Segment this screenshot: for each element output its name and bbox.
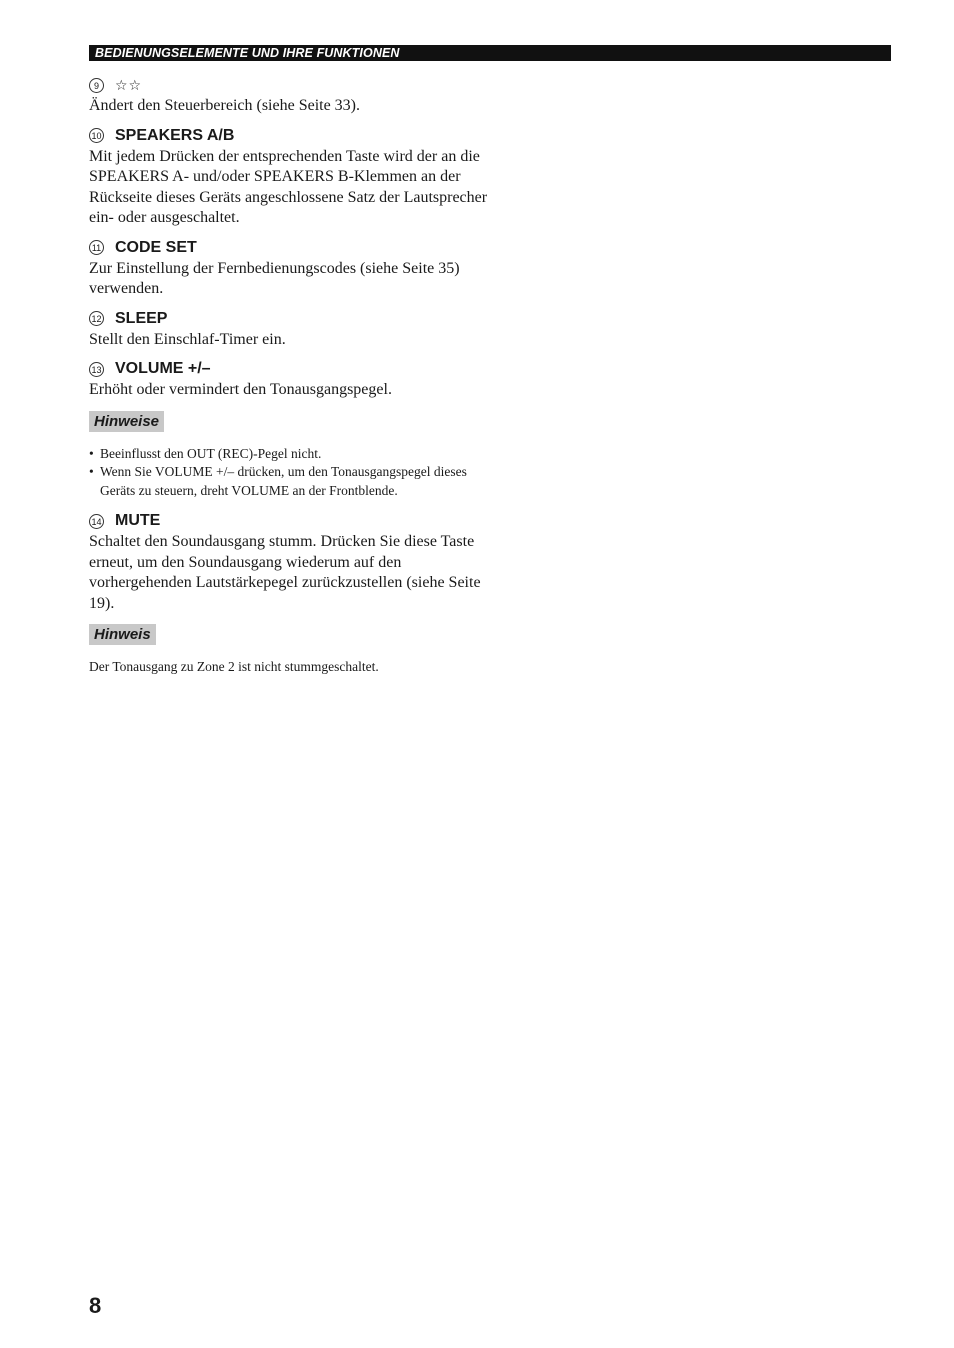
item-9-text: Ändert den Steuerbereich (siehe Seite 33). xyxy=(89,97,361,114)
item-14-heading xyxy=(89,510,489,532)
item-number-badge: 11 xyxy=(89,240,104,255)
item-12-heading xyxy=(89,308,489,330)
item-13-heading xyxy=(89,358,489,380)
item-9-heading xyxy=(89,74,489,96)
list-item: • Wenn Sie VOLUME +/– drücken, um den Tonausgangspegel dieses Geräts zu steuern, dreht VOLUME an der Frontblende. xyxy=(89,463,489,500)
item-number-badge: 12 xyxy=(89,311,104,326)
item-title: VOLUME +/– xyxy=(115,360,211,377)
notes-label: Hinweise xyxy=(89,411,164,432)
item-title: CODE SET xyxy=(115,238,197,256)
note-text: Der Tonausgang zu Zone 2 ist nicht stummgeschaltet. xyxy=(89,659,379,674)
section-header-title: BEDIENUNGSELEMENTE UND IHRE FUNKTIONEN xyxy=(95,46,400,60)
item-number-badge: 14 xyxy=(89,514,104,529)
item-13-text: Erhöht oder vermindert den Tonausgangspegel. xyxy=(89,381,392,398)
item-10-text: Mit jedem Drücken der entsprechenden Taste wird der an die SPEAKERS A- und/oder SPEAKERS B-Klemmen an der Rückseite dieses Geräts angeschlossene Satz der Lautsprecher ein- oder ausgeschaltet. xyxy=(89,147,488,226)
item-11-heading xyxy=(89,237,489,259)
item-number-badge: 13 xyxy=(89,362,104,377)
item-title: SLEEP xyxy=(115,309,168,327)
content-column xyxy=(89,74,489,677)
item-number-badge: 9 xyxy=(89,78,104,93)
item-14-text: Schaltet den Soundausgang stumm. Drücken Sie diese Taste erneut, um den Soundausgang wiederum auf den vorhergehenden Lautstärkepegel zurückzustellen (siehe Seite 19). xyxy=(89,533,481,612)
item-11-text: Zur Einstellung der Fernbedienungscodes (siehe Seite 35) verwenden. xyxy=(89,259,460,297)
item-12-text: Stellt den Einschlaf-Timer ein. xyxy=(89,330,286,348)
item-title: MUTE xyxy=(115,512,161,529)
list-item: • Beeinflusst den OUT (REC)-Pegel nicht. xyxy=(89,445,489,464)
item-title: SPEAKERS A/B xyxy=(115,126,235,144)
section-header-bar xyxy=(89,45,891,61)
notes-list xyxy=(89,445,489,501)
item-number-badge: 10 xyxy=(89,128,104,143)
note-label: Hinweis xyxy=(89,624,156,645)
star-buttons-icon: ☆☆ xyxy=(115,76,143,93)
item-10-heading xyxy=(89,125,489,147)
page-number: 8 xyxy=(89,1293,102,1318)
